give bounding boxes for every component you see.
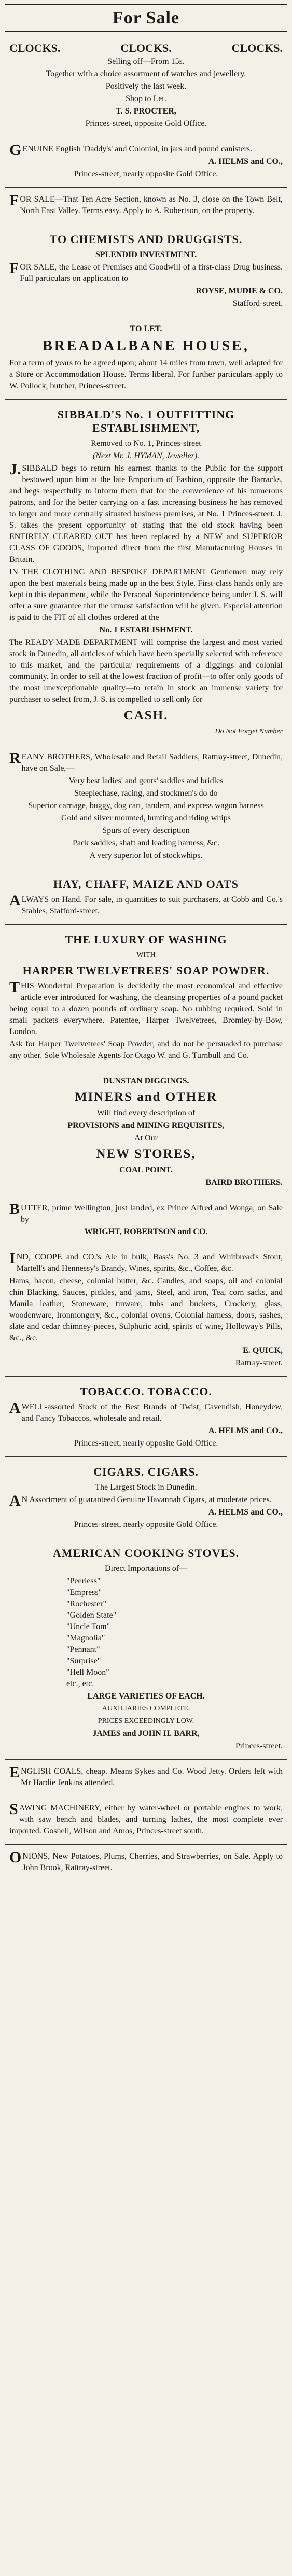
stoves-title: AMERICAN COOKING STOVES. (52, 1547, 240, 1560)
hay-ad (5, 869, 287, 925)
stove-item: "Golden State" (66, 1611, 117, 1620)
ind-ad (5, 1245, 287, 1377)
clocks-line: Selling off—From 15s. (107, 57, 185, 66)
butter-signature: WRIGHT, ROBERTSON and CO. (84, 1227, 208, 1236)
tobacco-title: TOBACCO. TOBACCO. (80, 1385, 212, 1398)
washing-para-2: Ask for Harper Twelvetrees' Soap Powder, and do not be persuaded to purchase any other. Sole Wholesale Agents for Otago W. and G. Turnbull and Co. (9, 1040, 283, 1060)
sawing-text: SAWING MACHINERY, either by water-wheel or portable engines to work, with saw bench and blades, and turning lathes, the most complete ever imported. Gosnell, Wilson and Amos, Princes-street south. (9, 1801, 283, 1835)
cigars-text: AN Assortment of guaranteed Genuine Havannah Cigars, at moderate prices. (9, 1492, 272, 1509)
genuine-text: GENUINE English 'Daddy's' and Colonial, in jars and pound canisters. (9, 141, 253, 159)
coals-ad (5, 1760, 287, 1796)
clocks-line: Shop to Let. (126, 94, 166, 103)
sibbald-moved: Removed to No. 1, Princes-street (91, 439, 201, 448)
reany-ad (5, 745, 287, 869)
diggings-signature: BAIRD BROTHERS. (205, 1178, 283, 1187)
washing-with: WITH (136, 951, 156, 959)
clocks-title-row (9, 41, 283, 55)
stove-item: "Surprise" (66, 1657, 101, 1665)
butter-ad (5, 1196, 287, 1245)
diggings-line-2: Will find every description of (96, 1109, 196, 1117)
tolet-text: For a term of years to be agreed upon; about 14 miles from town, well adapted for a Store or Accommodation House. Terms liberal. For further particulars apply to W. Pollock, butcher, Princes-street. (9, 359, 283, 390)
ind-text: IND, COOPE and CO.'s Ale in bulk, Bass's No. 3 and Whitbread's Stout, Martell's and Hennessy's Brandy, Wines, spirits, &c., Coffee, &c. (9, 1250, 283, 1273)
clocks-title-1: CLOCKS. (9, 41, 61, 54)
tolet-name: BREADALBANE HOUSE, (43, 338, 249, 354)
reany-item: Gold and silver mounted, hunting and riding whips (61, 814, 231, 823)
sibbald-number: Do Not Forget Number (215, 728, 283, 735)
stoves-sub: LARGE VARIETIES OF EACH. (87, 1692, 205, 1701)
tolet-ad (5, 317, 287, 400)
clocks-signature: T. S. PROCTER, (116, 107, 176, 116)
stove-item: "Empress" (66, 1588, 102, 1597)
stoves-aux: AUXILIARIES COMPLETE. (102, 1705, 190, 1712)
stove-item: "Pennant" (66, 1645, 100, 1654)
stoves-ad (5, 1538, 287, 1760)
hay-text: ALWAYS on Hand. For sale, in quantities to suit purchasers, at Cobb and Co.'s Stables, Stafford-street. (9, 892, 283, 915)
stoves-lead: Direct Importations of— (104, 1564, 188, 1573)
tobacco-signature: A. HELMS and CO., (208, 1426, 283, 1435)
tobacco-text: AWELL-assorted Stock of the Best Brands of Twist, Cavendish, Honeydew, and Fancy Tobaccos, wholesale and retail. (9, 1399, 283, 1423)
diggings-line-5: NEW STORES, (96, 1147, 196, 1161)
ind-goods: Hams, bacon, cheese, colonial butter, &c. Candles, and soaps, oil and colonial chin Blacking, Sauces, pickles, and jams, Steel, and iron, Tea, corn sacks, and Manila leather, Stoneware, tinware, tubs and buckets, Crockery, glass, woodenware, Ironmongery, &c., colonial ovens, Colonial harness, doors, sashes, slate and cedar chimney-pieces, Sulphuric acid, spirits of wine, Holloway's Pills, &c., &c. (9, 1277, 283, 1342)
sibbald-ad (5, 400, 287, 745)
reany-item: A very superior lot of stockwhips. (89, 851, 203, 860)
tobacco-address: Princes-street, nearly opposite Gold Office. (74, 1439, 218, 1448)
diggings-line-6: COAL POINT. (119, 1166, 173, 1174)
diggings-line-3: PROVISIONS and MINING REQUISITES, (67, 1121, 225, 1130)
ind-address: Rattray-street. (235, 1358, 283, 1367)
genuine-ad (5, 137, 287, 188)
hay-title: HAY, CHAFF, MAIZE AND OATS (53, 877, 239, 890)
sawing-ad (5, 1796, 287, 1845)
tolet-title: TO LET. (130, 324, 162, 333)
stove-item: "Rochester" (66, 1600, 107, 1608)
stove-item: etc., etc. (66, 1679, 94, 1688)
onions-text: ONIONS, New Potatoes, Plums, Cherries, and Strawberries, on Sale. Apply to John Brook, Rattray-street. (9, 1849, 283, 1872)
cigars-sub: The Largest Stock in Dunedin. (95, 1483, 197, 1492)
reany-item: Pack saddles, shaft and leading harness, &c. (72, 839, 220, 847)
washing-ad (5, 925, 287, 1069)
genuine-address: Princes-street, nearly opposite Gold Office. (74, 169, 218, 178)
stove-item: "Uncle Tom" (66, 1622, 110, 1631)
forsale-text: FOR SALE—That Ten Acre Section, known as No. 3, close on the Town Belt, North East Valley. Terms easy. Apply to A. Robertson, on the property. (9, 192, 283, 215)
stoves-list (9, 1576, 283, 1690)
clocks-line: Positively the last week. (105, 82, 187, 91)
sibbald-para-2: IN THE CLOTHING AND BESPOKE DEPARTMENT Gentlemen may rely upon the best materials being made up in the best Style. First-class hands only are kept in this department, while the Personal Superintendence being under J. S. will offer a sure guarantee that the utmost satisfaction will be given. Especial attention is paid to the FIT of all clothes ordered at the (9, 568, 283, 622)
chemists-signature: ROYSE, MUDIE & CO. (196, 287, 283, 295)
sibbald-cash: CASH. (123, 709, 169, 723)
cigars-ad (5, 1457, 287, 1538)
chemists-subtitle: SPLENDID INVESTMENT. (95, 250, 197, 259)
sibbald-title: SIBBALD'S No. 1 OUTFITTING ESTABLISHMENT, (57, 408, 235, 434)
chemists-ad (5, 224, 287, 317)
sibbald-para-3: The READY-MADE DEPARTMENT will comprise the largest and most varied stock in Dunedin, all articles of which have been specially selected with reference to this market, and the particular requirements of a diggings and colonial community. In order to sell at the lowest fraction of profit—to offer only goods of the most unexceptionable quality—to retain in stock an immense variety for purchaser to select from, J. S. is compelled to sell only for (9, 638, 283, 704)
coals-text: ENGLISH COALS, cheap. Means Sykes and Co. Wood Jetty. Orders left with Mr Hardie Jenkins attended. (9, 1764, 283, 1787)
forsale-ad (5, 188, 287, 224)
stove-item: "Peerless" (66, 1577, 101, 1586)
sibbald-para-1: J.SIBBALD begs to return his earnest thanks to the Public for the support bestowed upon him at the late Emporium of Fashion, opposite the Barracks, and begs respectfully to inform them that for the convenience of his numerous patrons, and for the better carrying on a fast increasing business he has removed to larger and more centrally situated business premises, at No. 1 Princes-street. J. S. takes the present opportunity of stating that the old stock having been ENTIRELY CLEARED OUT has been replaced by a NEW and SUPERIOR CLASS OF GOODS, imported direct from the first Manufacturing Houses in Britain. (9, 461, 283, 564)
chemists-address: Stafford-street. (232, 299, 283, 308)
ind-signature: E. QUICK, (243, 1346, 283, 1355)
butter-text: BUTTER, prime Wellington, just landed, ex Prince Alfred and Wonga, on Sale by (9, 1200, 283, 1224)
diggings-ad (5, 1069, 287, 1196)
stoves-signature: JAMES and JOHN H. BARR, (92, 1729, 200, 1738)
diggings-title: DUNSTAN DIGGINGS. (103, 1077, 189, 1085)
section-header: For Sale (5, 4, 287, 32)
stove-item: "Hell Moon" (66, 1668, 109, 1677)
clocks-address: Princes-street, opposite Gold Office. (85, 119, 207, 128)
washing-title: THE LUXURY OF WASHING (65, 933, 227, 946)
reany-item: Superior carriage, buggy, dog cart, tandem, and express wagon harness (28, 801, 264, 810)
clocks-title-2: CLOCKS. (120, 41, 172, 54)
stoves-price: PRICES EXCEEDINGLY LOW. (98, 1717, 194, 1725)
tobacco-ad (5, 1377, 287, 1457)
clocks-title-3: CLOCKS. (231, 41, 283, 54)
onions-ad (5, 1845, 287, 1881)
reany-item: Spurs of every description (102, 826, 190, 835)
sibbald-est: No. 1 ESTABLISHMENT. (99, 626, 193, 634)
chemists-title: TO CHEMISTS AND DRUGGISTS. (49, 233, 243, 246)
cigars-title: CIGARS. CIGARS. (93, 1465, 199, 1478)
clocks-ad (5, 36, 287, 137)
washing-para-1: THIS Wonderful Preparation is decidedly the most economical and effective article ever introduced for washing, the cleansing properties of a pound packet being equal to a dozen pounds of ordinary soap. No rubbing required. Sold in small packets everywhere. Patentee, Harper Twelvetrees, Bromley-by-Bow, London. (9, 979, 283, 1036)
diggings-line-4: At Our (134, 1134, 158, 1142)
sibbald-next: (Next Mr. J. HYMAN, Jeweller). (92, 451, 200, 460)
diggings-line-1: MINERS and OTHER (74, 1090, 218, 1104)
stove-item: "Magnolia" (66, 1634, 105, 1643)
washing-product: HARPER TWELVETREES' SOAP POWDER. (22, 964, 270, 977)
reany-item: Very best ladies' and gents' saddles and bridles (68, 776, 224, 785)
reany-text: REANY BROTHERS, Wholesale and Retail Saddlers, Rattray-street, Dunedin, have on Sale,— (9, 749, 283, 773)
genuine-signature: A. HELMS and CO., (208, 157, 283, 166)
stoves-address: Princes-street. (235, 1742, 283, 1750)
cigars-address: Princes-street, nearly opposite Gold Office. (74, 1520, 218, 1529)
clocks-line: Together with a choice assortment of watches and jewellery. (46, 69, 246, 78)
reany-item: Steeplechase, racing, and stockmen's do do (74, 789, 218, 798)
chemists-text: FOR SALE, the Lease of Premises and Goodwill of a first-class Drug business. Full particulars on application to (9, 260, 283, 283)
cigars-signature: A. HELMS and CO., (208, 1508, 283, 1517)
